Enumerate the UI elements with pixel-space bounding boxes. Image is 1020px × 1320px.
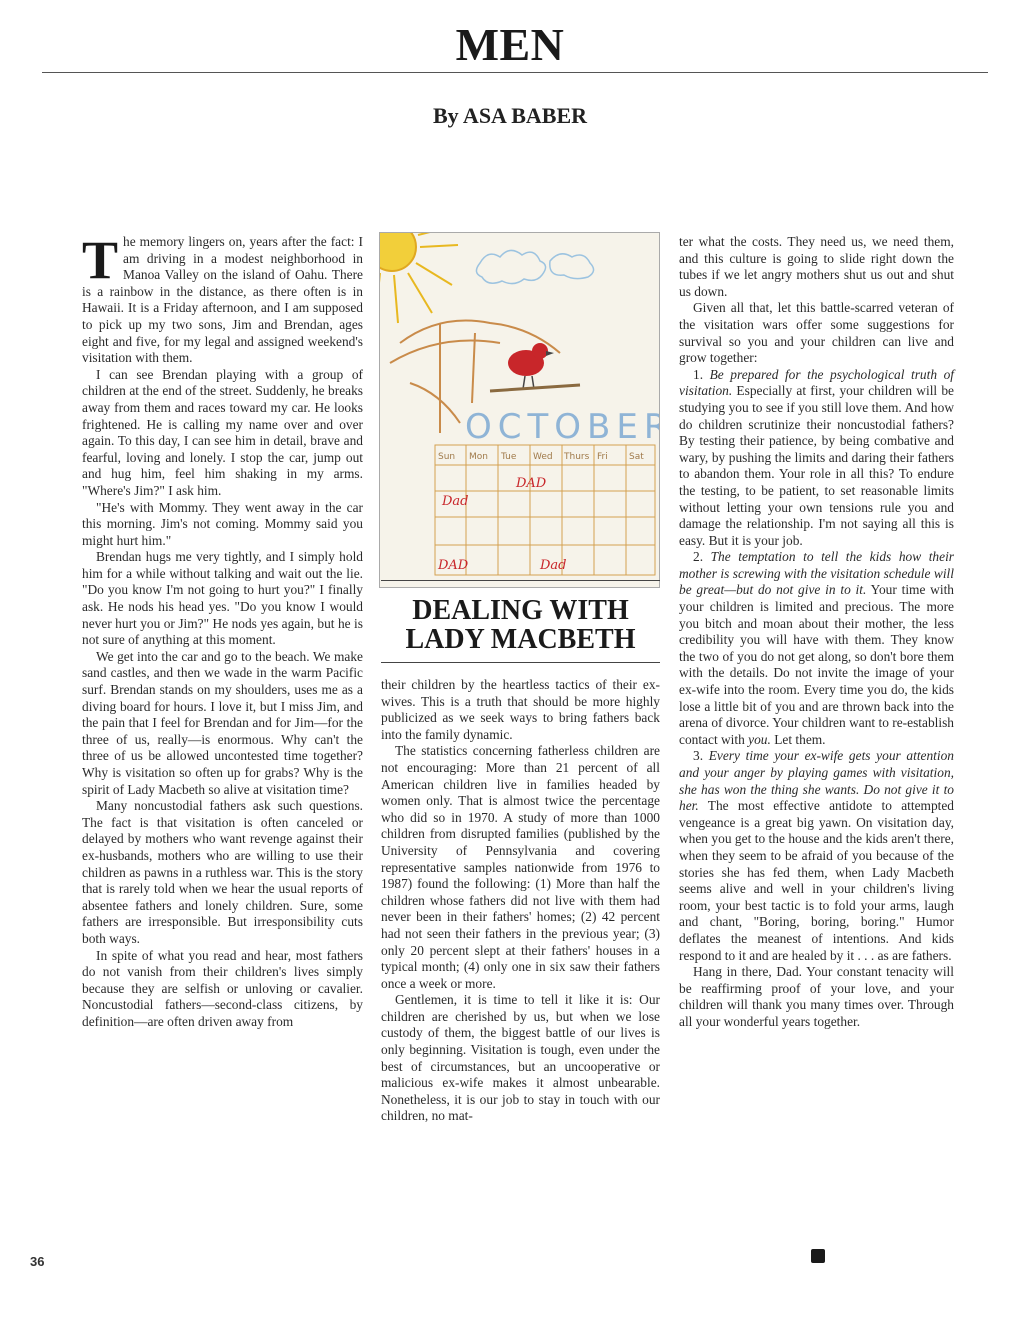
header-rule bbox=[42, 72, 988, 73]
paragraph: "He's with Mommy. They went away in the car this morning. Jim's not coming. Mommy said you might hurt him." bbox=[82, 499, 363, 548]
paragraph: The statistics concerning fatherless children are not encouraging: More than 21 percent of all American children live in families headed by women only. That is almost twice the percentage who did so in 1970. A study of more than 1000 children from disrupted families (published by the University of Pennsylvania and covering representative samples nationwide from 1976 to 1987) found the following: (1) More than half the children whose fathers did not live with them had never been in their fathers' homes; (2) 42 percent had not seen their fathers in the previous year; (3) only 20 percent slept at their fathers' houses in a typical month; (4) only one in six saw their fathers once a week or more. bbox=[381, 743, 660, 991]
paragraph: Given all that, let this battle-scarred veteran of the visitation wars offer some suggestions for survival so you and your children can live and grow together: bbox=[679, 300, 954, 366]
drawing-canvas bbox=[380, 233, 659, 587]
svg-text:DAD: DAD bbox=[438, 558, 469, 573]
article-headline bbox=[381, 596, 660, 654]
paragraph: Gentlemen, it is time to tell it like it is: Our children are cherished by us, but when we lose custody of them, the biggest battle of our lives is only beginning. Visitation is tough, even under the best of circumstances, but an uncooperative or malicious ex-wife makes it almost unbearable. Nonetheless, it is our job to stay in touch with our children, no mat- bbox=[381, 992, 660, 1124]
calendar-grid bbox=[435, 445, 655, 575]
headline-line: DEALING WITH bbox=[412, 595, 629, 626]
childs-drawing-illustration bbox=[379, 232, 660, 588]
article-column-1 bbox=[82, 230, 363, 1031]
sun-drawing bbox=[380, 233, 458, 323]
paragraph: We get into the car and go to the beach. We make sand castles, and then we wade in the warm Pacific surf. Brendan stands on my shoulders, uses me as a diving board for hours. I love it, but I miss Jim, and the pain that I feel for Brendan and for Jim—for the three of us, really—is enormous. Why can't the three of us be allowed uncontested time together? Why is visitation so often up for grabs? Why is the spirit of Lady Macbeth so alive at visitation time? bbox=[82, 648, 363, 797]
svg-text:Dad: Dad bbox=[540, 558, 567, 573]
svg-text:Thurs: Thurs bbox=[564, 452, 590, 462]
paragraph: Brendan hugs me very tightly, and I simply hold him for a while without talking and wait out the lie. "Do you know I'm not going to hurt you?" I finally ask. He nods his head yes. "Do you know I would never hurt you or Jim?" He nods yes again, but he is not sure of anything at this moment. bbox=[82, 549, 363, 648]
article-column-3 bbox=[679, 234, 954, 1031]
calendar-day-names bbox=[438, 452, 644, 462]
svg-text:DAD: DAD bbox=[516, 476, 547, 491]
svg-text:Wed: Wed bbox=[533, 452, 553, 462]
end-mark-icon bbox=[811, 1249, 825, 1263]
paragraph: 1. Be prepared for the psychological truth of visitation. Especially at first, your children will be studying you to see if you still love them. And how do children scrutinize their noncustodial fathers? By testing their patience, by being combative and wary, by pushing the limits and daring their fathers to abandon them. Your role in all this? To endure the testing, to be patient, to set reasonable limits without letting your own tensions rule you and damage the relationship. I'm not saying all this is easy. But it is your job. bbox=[679, 366, 955, 548]
paragraph: In spite of what you read and hear, most fathers do not vanish from their children's lives simply because they are selfish or unloving or cavalier. Noncustodial fathers—second-class citizens, by definition—are often driven away from bbox=[82, 947, 363, 1029]
headline-rule-bottom bbox=[381, 662, 660, 663]
page-number: 36 bbox=[30, 1254, 45, 1269]
svg-text:Dad: Dad bbox=[442, 494, 469, 509]
svg-text:Sun: Sun bbox=[438, 452, 456, 462]
headline-line: LADY MACBETH bbox=[405, 624, 636, 655]
paragraph: Hang in there, Dad. Your constant tenacity will be reaffirming proof of your love, and your children will thank you many times over. Through all your wonderful years together. bbox=[679, 964, 954, 1029]
svg-text:Sat: Sat bbox=[629, 452, 644, 462]
paragraph: I can see Brendan playing with a group of children at the end of the street. Suddenly, he breaks away from them and races toward my car. He looks frightened. He is calling my name over and over again. To this day, I can see him in detail, brave and fearful, loving and lonely. I stop the car, jump out and hug him, feel him shaking in my arms. "Where's Jim?" I ask him. bbox=[82, 366, 363, 498]
bird-drawing bbox=[490, 343, 580, 391]
paragraph: 2. The temptation to tell the kids how their mother is screwing with the visitation schedule will be great—but do not give in to it. Your time with your children is limited and precious. The more you bitch and moan about their mother, the less credibility you will have with them. They know the two of you do not get along, so don't bore them with the details. Do not invite the image of your ex-wife into the room. Every time you do, the kids lose a little bit of you and are thrown back into the arena of divorce. Your children want to re-establish contact with you. Let them. bbox=[679, 549, 954, 747]
calendar-month: OCTOBER bbox=[465, 407, 659, 447]
byline: By ASA BABER bbox=[432, 103, 588, 128]
drop-cap: T bbox=[82, 230, 119, 290]
article-column-2 bbox=[381, 677, 660, 1125]
section-title: MEN bbox=[455, 19, 565, 70]
paragraph: The memory lingers on, years after the fact: I am driving in a modest neighborhood in Manoa Valley on the island of Oahu. There is a rainbow in the distance, as there often is in Hawaii. It is a Friday afternoon, and I am supposed to pick up my two sons, Jim and Brendan, ages eight and five, for my legal and assigned weekend's visitation with them. bbox=[82, 230, 363, 366]
svg-text:Tue: Tue bbox=[501, 452, 517, 462]
paragraph: ter what the costs. They need us, we need them, and this culture is going to slide right down the tubes if we let angry mothers shut us out and shut us down. bbox=[679, 234, 954, 299]
clouds-drawing bbox=[476, 250, 593, 283]
headline-rule-top bbox=[381, 580, 660, 581]
paragraph: Many noncustodial fathers ask such questions. The fact is that visitation is often canceled or delayed by mothers who want revenge against their ex-husbands, mothers who are willing to use their children as pawns in a ruthless war. This is the story that is rarely told when we hear the usual reports of absentee fathers and lonely children. Sure, some fathers are irresponsible. But irresponsibility cuts both ways. bbox=[82, 798, 363, 946]
svg-text:Fri: Fri bbox=[597, 452, 608, 462]
paragraph: 3. Every time your ex-wife gets your attention and your anger by playing games with visitation, she has won the thing she wants. Do not give it to her. The most effective antidote to attempted vengeance is a great big yawn. On visitation day, when you get to the house and the kids aren't there, when they seem to be afraid of you because of the stories she has fed them, when Lady Macbeth seems alive and well in your children's living room, your best tactic is to fold your arms, laugh and chant, "Boring, boring, boring." Humor deflates the meanest of intentions. And kids respond to it and are healed by it . . . as are fathers. bbox=[679, 748, 955, 963]
paragraph: their children by the heartless tactics of their ex-wives. This is a truth that should be more highly publicized as we seek ways to bring fathers back into the family dynamic. bbox=[381, 677, 660, 742]
svg-text:Mon: Mon bbox=[469, 452, 488, 462]
